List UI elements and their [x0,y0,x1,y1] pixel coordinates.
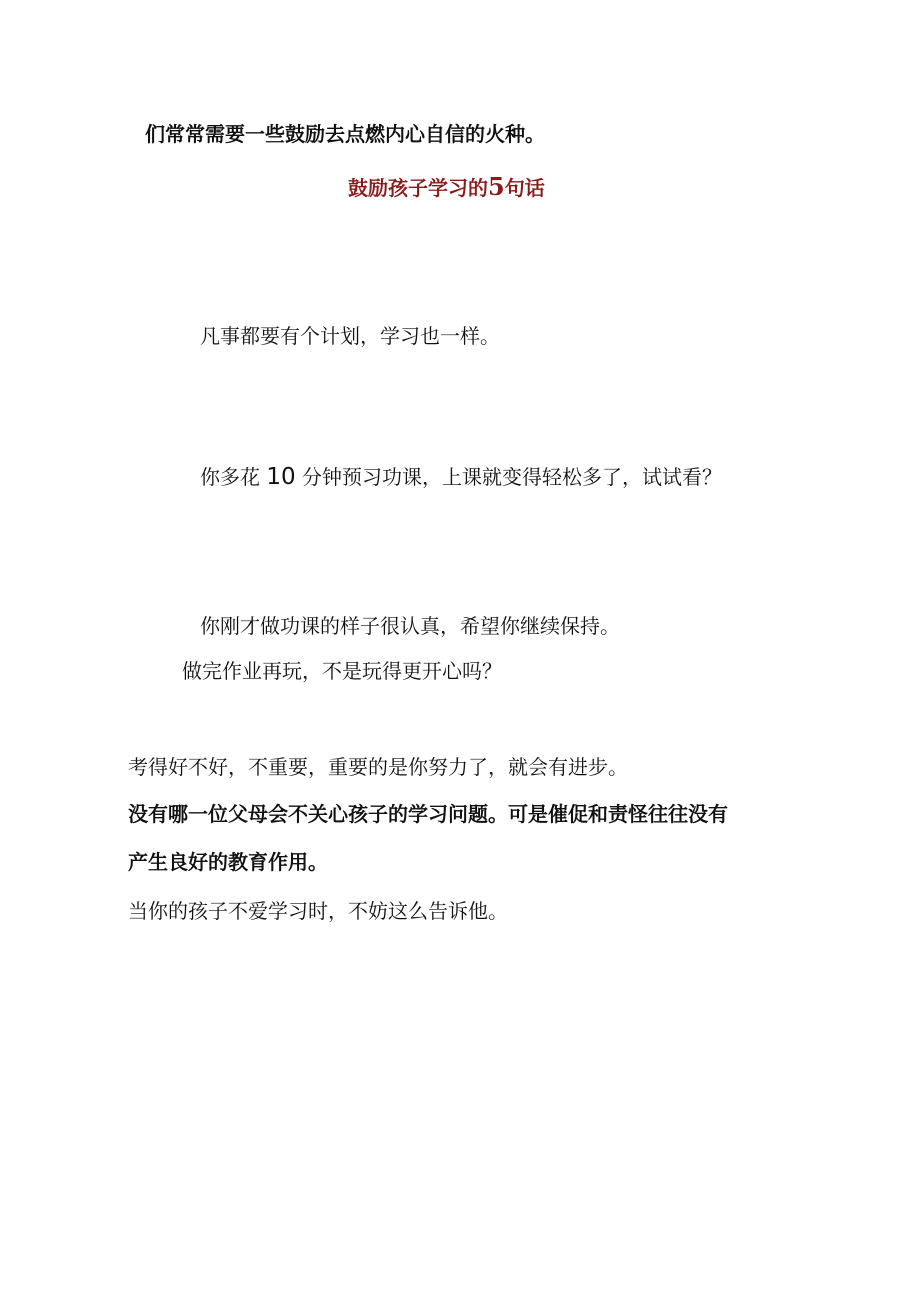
page-title [348,173,545,202]
sentence-2-number: 10 [266,464,296,490]
sentence-4: 做完作业再玩，不是玩得更开心吗？ [182,659,502,683]
title-number: 5 [488,172,505,201]
sentence-2 [200,463,722,491]
closing-line: 当你的孩子不爱学习时，不妨这么告诉他。 [128,899,508,923]
sentence-5: 考得好不好，不重要，重要的是你努力了，就会有进步。 [128,755,628,779]
sentence-3: 你刚才做功课的样子很认真，希望你继续保持。 [200,614,620,638]
title-prefix: 鼓励孩子学习的 [348,176,488,200]
sentence-2-prefix: 你多花 [200,465,260,489]
intro-line: 们常常需要一些鼓励去点燃内心自信的火种。 [145,122,545,146]
sentence-1: 凡事都要有个计划，学习也一样。 [200,324,500,348]
paragraph-line-2: 产生良好的教育作用。 [128,850,328,874]
title-suffix: 句话 [504,176,545,200]
sentence-2-suffix: 分钟预习功课，上课就变得轻松多了，试试看？ [302,465,722,489]
paragraph-line-1: 没有哪一位父母会不关心孩子的学习问题。可是催促和责怪往往没有 [128,802,728,826]
